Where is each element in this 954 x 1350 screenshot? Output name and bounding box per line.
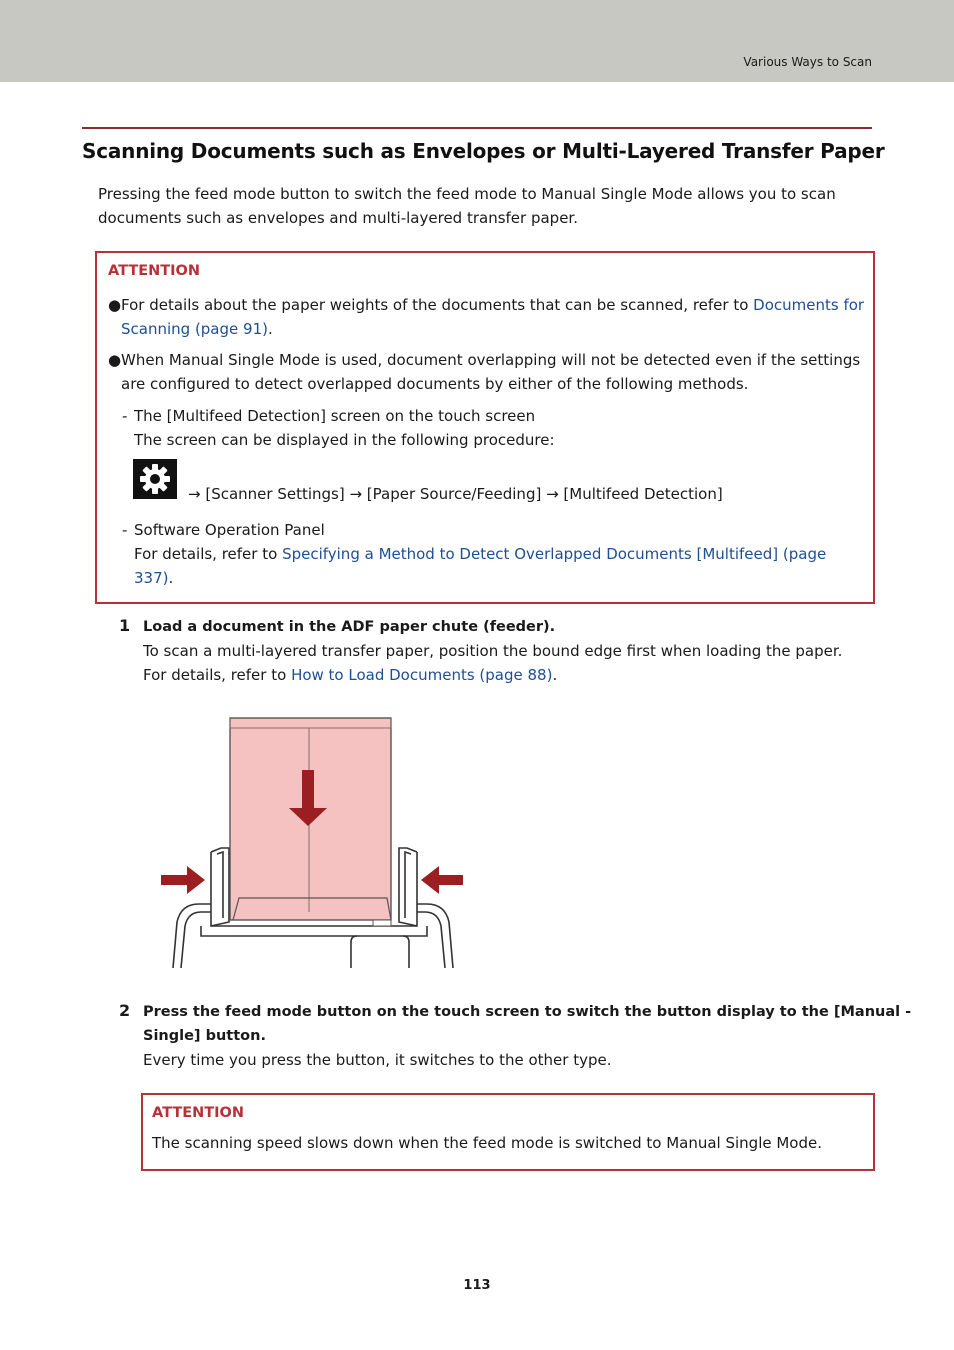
- method-1-desc: The screen can be displayed in the following procedure:: [134, 431, 555, 449]
- dash: -: [122, 521, 128, 539]
- method-2-title: Software Operation Panel: [134, 521, 325, 539]
- attention-box-1: [95, 251, 875, 604]
- dash: -: [122, 407, 128, 425]
- step-2-title-line-2: Single] button.: [143, 1028, 266, 1044]
- title-rule: [82, 127, 872, 129]
- step-2-number: 2: [119, 1001, 131, 1020]
- page-title: Scanning Documents such as Envelopes or Multi-Layered Transfer Paper: [82, 139, 885, 163]
- loading-illustration: [155, 712, 475, 972]
- attention-title: ATTENTION: [152, 1105, 244, 1121]
- attention-2-text: The scanning speed slows down when the feed mode is switched to Manual Single Mode.: [152, 1134, 823, 1152]
- bullet-1-tail: .: [267, 320, 273, 338]
- method-2-prefix: For details, refer to: [134, 545, 283, 563]
- step-1-prefix: For details, refer to: [143, 666, 292, 684]
- header-bar: [0, 0, 954, 82]
- step-1-text-1: To scan a multi-layered transfer paper, position the bound edge first when loading the paper.: [143, 642, 843, 660]
- method-2-detail: [134, 542, 826, 566]
- intro-line-1: Pressing the feed mode button to switch the feed mode to Manual Single Mode allows you to scan: [98, 185, 836, 203]
- link-documents-for-scanning-cont[interactable]: Scanning (page 91): [121, 320, 268, 338]
- intro-line-2: documents such as envelopes and multi-layered transfer paper.: [98, 209, 578, 227]
- link-specifying-method-cont[interactable]: 337): [134, 569, 169, 587]
- attention-title: ATTENTION: [108, 263, 200, 279]
- link-documents-for-scanning[interactable]: Documents for: [753, 296, 865, 314]
- step-2-text: Every time you press the button, it switches to the other type.: [143, 1051, 612, 1069]
- intro-paragraph: [98, 182, 858, 230]
- step-1-number: 1: [119, 616, 131, 635]
- link-how-to-load[interactable]: How to Load Documents (page 88): [291, 666, 553, 684]
- attention-box-2: [141, 1093, 875, 1171]
- section-label: Various Ways to Scan: [743, 55, 872, 69]
- link-specifying-method[interactable]: Specifying a Method to Detect Overlapped Documents [Multifeed] (page: [282, 545, 827, 563]
- step-1-text-2: [143, 663, 557, 687]
- bullet-2-line-1: When Manual Single Mode is used, document overlapping will not be detected even if the settings: [121, 351, 861, 369]
- method-1-path: → [Scanner Settings] → [Paper Source/Feeding] → [Multifeed Detection]: [188, 485, 723, 503]
- bullet-dot: ●: [108, 296, 122, 314]
- bullet-1-text: For details about the paper weights of the documents that can be scanned, refer to: [121, 296, 754, 314]
- gear-icon: [133, 459, 177, 499]
- method-2-tail: .: [168, 569, 174, 587]
- method-1-title: The [Multifeed Detection] screen on the touch screen: [134, 407, 536, 425]
- step-1-title: Load a document in the ADF paper chute (feeder).: [143, 619, 556, 635]
- attention-bullet-2: [108, 348, 868, 396]
- bullet-2-line-2: are configured to detect overlapped documents by either of the following methods.: [121, 375, 749, 393]
- step-2-title-line-1: Press the feed mode button on the touch screen to switch the button display to the [Manual -: [143, 1004, 912, 1020]
- step-1-tail: .: [552, 666, 558, 684]
- method-2-detail-cont: [134, 566, 173, 590]
- bullet-dot: ●: [108, 351, 122, 369]
- attention-bullet-1: [108, 293, 868, 341]
- page-number: 113: [463, 1278, 491, 1293]
